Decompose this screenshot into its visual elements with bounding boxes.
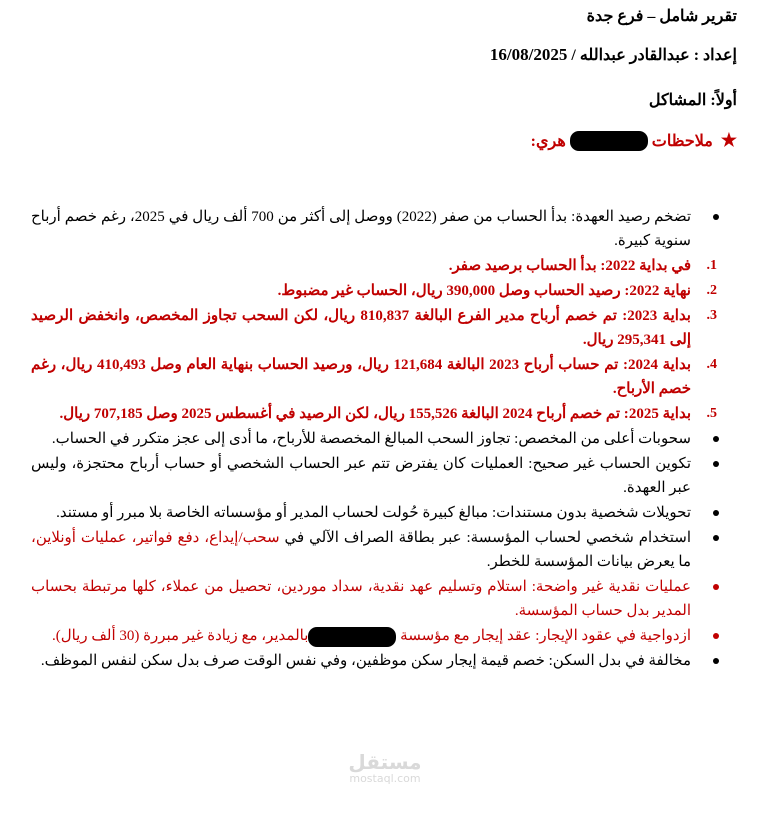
list-item-overdraw [31,427,721,451]
list-item-numbered-1 [31,254,721,278]
list-number: 1. [706,258,717,273]
list-item-text: تضخم رصيد العهدة: بدأ الحساب من صفر (2022) ووصل إلى أكثر من 700 ألف ريال في 2025، رغم خصم أرباح سنوية كبيرة. [31,209,692,249]
list-item-numbered-4 [31,353,721,401]
bullet-icon [713,452,719,476]
list-item-text: ازدواجية في عقود الإيجار: عقد إيجار مع مؤسسة [396,628,691,644]
redaction-block [308,627,396,647]
list-item-housing [31,649,721,673]
list-item-account-setup [31,452,721,500]
list-number: 3. [706,308,717,323]
list-item-numbered-2 [31,279,721,303]
list-item-text: ما يعرض بيانات المؤسسة للخطر. [486,554,691,570]
watermark-domain: mostaql.com [349,772,421,785]
list-item-numbered-5 [31,402,721,426]
report-title: تقرير شامل – فرع جدة [586,8,737,25]
issues-list [31,205,721,674]
redaction-block [570,131,648,151]
list-item-text: سحوبات أعلى من المخصص: تجاوز السحب المبالغ المخصصة للأرباح، ما أدى إلى عجز متكرر في الحساب. [51,431,691,447]
bullet-icon [713,526,719,550]
list-item-lease [31,624,721,648]
bullet-icon [713,501,719,525]
list-item-balance [31,205,721,253]
list-item-text: في بداية 2022: بدأ الحساب برصيد صفر. [448,258,691,274]
list-item-text: بداية 2024: تم حساب أرباح 2023 البالغة 121,684 ريال، ورصيد الحساب بنهاية العام وصل 410,493 ريال، رغم خصم الأرباح. [31,357,692,397]
list-item-text: بداية 2023: تم خصم أرباح مدير الفرع البالغة 810,837 ريال، لكن السحب تجاوز المخصص، وانخفض الرصيد إلى 295,341 ريال. [31,308,691,348]
list-item-text: بالمدير، مع زيادة غير مبررة (30 ألف ريال). [51,628,309,644]
list-item-text: نهاية 2022: رصيد الحساب وصل 390,000 ريال، الحساب غير مضبوط. [277,283,691,299]
list-item-text: تكوين الحساب غير صحيح: العمليات كان يفترض تتم عبر الحساب الشخصي أو حساب أرباح محتجزة، وليس عبر العهدة. [31,456,691,496]
star-icon: ★ [720,130,737,150]
list-item-text: تحويلات شخصية بدون مستندات: مبالغ كبيرة حُولت لحساب المدير أو مؤسساته الخاصة بلا مبرر أو مستند. [56,505,691,521]
list-item-text: عمليات نقدية غير واضحة: استلام وتسليم عهد نقدية، سداد موردين، تحصيل من عملاء، كلها مرتبطة بحساب المدير بدل حساب المؤسسة. [31,579,691,619]
bullet-icon [713,624,719,648]
list-number: 4. [706,357,717,372]
section-heading: أولاً: المشاكل [648,92,737,109]
list-item-cash-ops [31,575,721,623]
notes-suffix: هري: [530,132,566,150]
watermark-brand: مستقل [348,750,422,774]
list-item-text: مخالفة في بدل السكن: خصم قيمة إيجار سكن موظفين، وفي نفس الوقت صرف بدل سكن لنفس الموظف. [40,653,691,669]
list-item-transfers [31,501,721,525]
notes-label: ملاحظات [651,132,713,150]
watermark [330,750,440,785]
report-date: 16/08/2025 [489,45,568,64]
bullet-icon [713,649,719,673]
list-item-text: بداية 2025: تم خصم أرباح 2024 البالغة 155,526 ريال، لكن الرصيد في أغسطس 2025 وصل 707,185 ريال. [59,406,691,422]
bullet-icon [713,427,719,451]
prepared-by-line [490,45,737,65]
notes-heading [531,130,737,151]
list-item-numbered-3 [31,304,721,352]
list-item-highlight: سحب/إيداع، دفع فواتير، عمليات أونلاين، [31,530,280,546]
list-number: 2. [706,283,717,298]
bullet-icon [713,205,719,229]
list-number: 5. [706,406,717,421]
list-item-text: استخدام شخصي لحساب المؤسسة: عبر بطاقة الصراف الآلي في [279,530,691,546]
list-item-personal-use [31,526,721,574]
prepared-by-label: إعداد : عبدالقادر عبدالله / [571,47,737,64]
bullet-icon [713,575,719,599]
